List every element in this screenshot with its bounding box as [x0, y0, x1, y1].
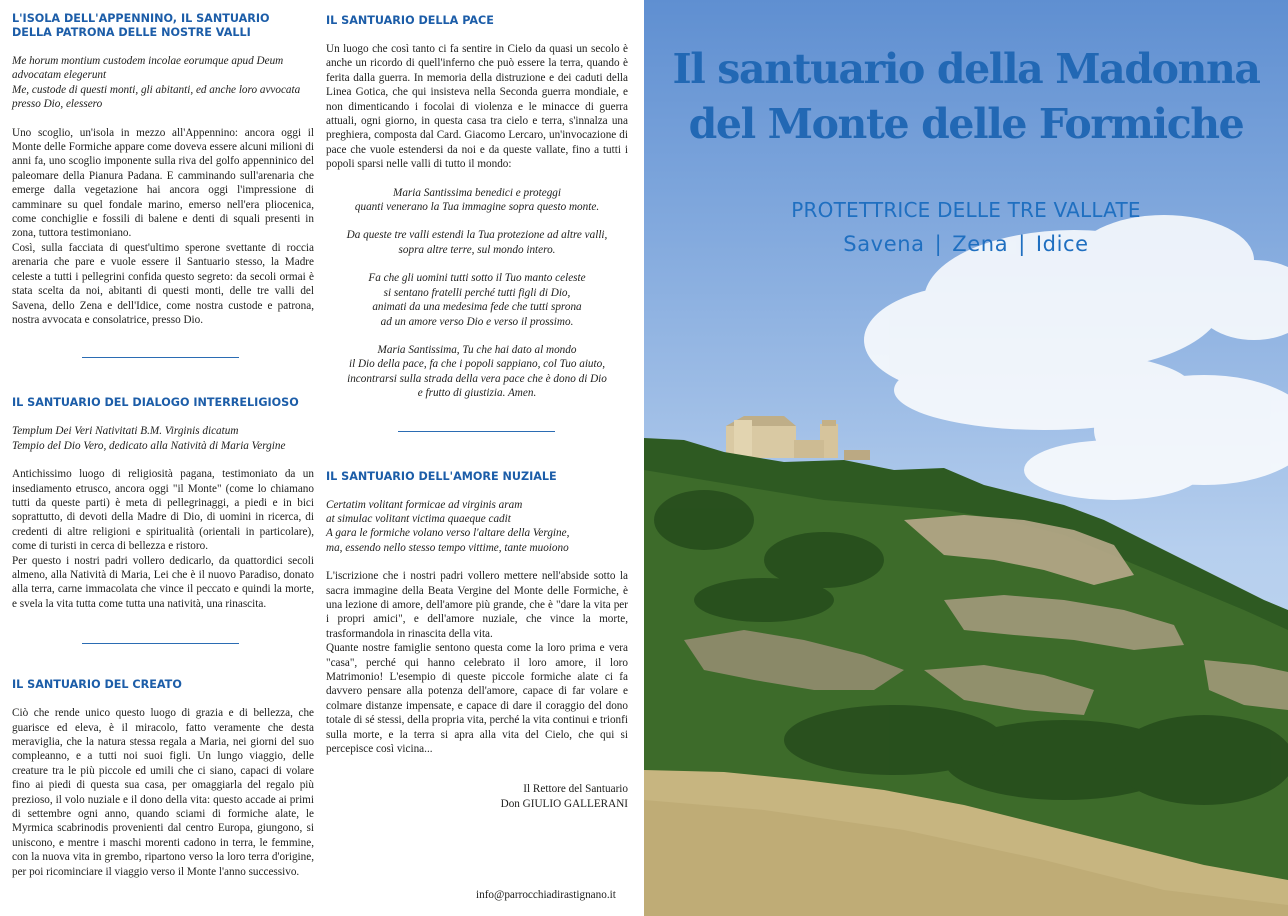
- prayer-stanza: Maria Santissima benedici e proteggi quanti venerano la Tua immagine sopra questo monte.: [354, 186, 600, 214]
- valley-separator: |: [934, 232, 943, 256]
- prayer-stanza: Maria Santissima, Tu che hai dato al mondo il Dio della pace, fa che i popoli sappiano, col Tuo aiuto, incontrarsi sulla strada della vera pace che è dono di Dio e frutto di giustizia. Amen.: [347, 343, 607, 400]
- latin-epigraph: Templum Dei Veri Nativitati B.M. Virginis dicatum Tempio del Dio Vero, dedicato alla Natività di Maria Vergine: [12, 425, 286, 452]
- cover-subtitle: PROTETTRICE DELLE TRE VALLATE: [791, 198, 1141, 222]
- body-paragraph: Per questo i nostri padri vollero dedicarlo, da quattordici secoli almeno, alla Natività di Maria, Lei che è il nuovo Paradiso, donato alla terra, carne immacolata che vince il peccato e quindi la morte, e svela la vita tutta come tutta una natività, una rinascita.: [12, 554, 314, 610]
- text-column-left: [12, 12, 314, 879]
- sanctuary-building: [726, 416, 870, 460]
- cover-panel: [644, 0, 1288, 916]
- valley-name: Zena: [952, 232, 1009, 256]
- body-paragraph: Così, sulla facciata di quest'ultimo sperone svettante di roccia arenaria che pare e vuole essere il Santuario stesso, la Madre celeste a tutti i pellegrini confida questo segreto: da secoli ormai è stata scelta da noi, abitanti di questi monti, delle tre valli del Savena, dello Zena e dell'Idice, come nostra custode e patrona, nostra avvocata e consolatrice, presso Dio.: [12, 241, 314, 326]
- valleys-list: [644, 231, 1288, 257]
- section-heading-isola: L'ISOLA DELL'APPENNINO, IL SANTUARIO DELLA PATRONA DELLE NOSTRE VALLI: [12, 12, 270, 39]
- body-paragraph: Antichissimo luogo di religiosità pagana, testimoniato da un insediamento etrusco, ancora oggi "il Monte" (come lo chiamano tutti da queste parti) è meta di pellegrinaggi, a piedi e in bici soprattutto, di devoti della Madre di Dio, di uomini in ricerca, di credenti di altre religioni e spiritualità (orientali in particolare), come di turisti in cerca di bellezza e ristoro.: [12, 468, 314, 553]
- body-paragraph: Quante nostre famiglie sentono questa come la loro prima e vera "casa", perché qui hanno celebrato il loro amore, il loro Matrimonio! L'esempio di queste piccole formiche alate ci fa davvero pensare alla potenza dell'amore, capace di far volare e colmare distanze impensate, e capace di dare il coraggio del dono totale di sé stessi, della propria vita, perché la vita continui e trionfi sulla morte, e la terra si apra alla vita del Cielo, che qui si percepisce così vicina...: [326, 642, 628, 756]
- body-paragraph: Un luogo che così tanto ci fa sentire in Cielo da quasi un secolo è anche un ricordo di quell'inferno che può essere la terra, quando è ferita dalla guerra. In memoria della distruzione e dei caduti della Linea Gotica, che qui insisteva nella Seconda guerra mondiale, e non dimenticando i focolai di violenza e le minacce di guerra attuali, ogni giorno, in questa casa tra cielo e terra, s'innalza una preghiera, composta dal Card. Giacomo Lercaro, un'invocazione di pace che vuole estendersi da noi e da queste vallate, fino a tutti i popoli sparsi nelle valli di tutto il mondo:: [326, 43, 628, 171]
- latin-epigraph: Certatim volitant formicae ad virginis aram at simulac volitant victima quaeque cadit A gara le formiche volano verso l'altare della Vergine, ma, essendo nello stesso tempo vittime, tante muoiono: [326, 498, 570, 554]
- body-paragraph: Ciò che rende unico questo luogo di grazia e di bellezza, che guarisce ed eleva, è il miracolo, fatto veramente che desta meraviglia, che la natura stessa regala a Maria, nei giorni del suo compleanno, e a tutti noi suoi figli. Un lungo viaggio, delle creature tra le più piccole ed umili che ci siano, capaci di volare fino ai piedi di questa sua casa, per omaggiarla del regalo più prezioso, il volo nuziale e il dono della vita: questo accade ai primi di settembre ogni anno, quando sciami di formiche alate, le Myrmica scabrinodis provenienti dal centro Europa, giungono, si uniscono, e mentre i maschi morenti cadono in terra, le femmine, con la nuova vita in grembo, ripartono verso la loro terra d'origine, per poi ricominciare il viaggio verso il Monte l'anno successivo.: [12, 707, 314, 878]
- body-paragraph: L'iscrizione che i nostri padri vollero mettere nell'abside sotto la sacra immagine della Beata Vergine del Monte delle Formiche, è una lezione di amore, dell'amore più grande, che è "dare la vita per i propri amici", e dell'amore nuziale, che vince la morte, trasformandola in rinascita della vita.: [326, 570, 628, 640]
- contact-email: info@parrocchiadirastignano.it: [476, 889, 616, 901]
- cover-title: Il santuario della Madonna del Monte delle Formiche: [672, 45, 1260, 148]
- valley-name: Idice: [1035, 232, 1089, 256]
- valley-name: Savena: [843, 232, 925, 256]
- section-heading-creato: IL SANTUARIO DEL CREATO: [12, 678, 182, 692]
- prayer-stanza: Fa che gli uomini tutti sotto il Tuo manto celeste si sentano fratelli perché tutti figli di Dio, animati da una medesima fede che tutti sprona ad un amore verso Dio e verso il prossimo.: [368, 272, 586, 328]
- body-paragraph: Uno scoglio, un'isola in mezzo all'Appennino: ancora oggi il Monte delle Formiche appare come doveva essere alcuni milioni di anni fa, uno scoglio imponente sulla riva del golfo appenninico del paleomare della Pianura Padana. E camminando sull'arenaria che emerge dalla vegetazione hai ancora oggi l'impressione di camminare su quel fondale marino, emerso nell'era pliocenica, come conchiglie e fossili di balene e denti di squali presenti in zona, tuttora testimoniano.: [12, 126, 314, 240]
- section-heading-dialogo: IL SANTUARIO DEL DIALOGO INTERRELIGIOSO: [12, 396, 299, 410]
- latin-epigraph: Me horum montium custodem incolae eorumque apud Deum advocatam elegerunt Me, custode di questi monti, gli abitanti, ed anche loro avvocata presso Dio, elessero: [12, 55, 301, 111]
- valley-separator: |: [1018, 232, 1026, 256]
- prayer-stanza: Da queste tre valli estendi la Tua protezione ad altre valli, sopra altre terre, sul mondo intero.: [346, 229, 608, 256]
- section-heading-amore-nuziale: IL SANTUARIO DELL'AMORE NUZIALE: [326, 469, 557, 483]
- section-heading-pace: IL SANTUARIO DELLA PACE: [326, 14, 494, 27]
- signature-block: Il Rettore del Santuario Don GIULIO GALLERANI: [500, 783, 628, 810]
- text-column-middle: [326, 14, 628, 811]
